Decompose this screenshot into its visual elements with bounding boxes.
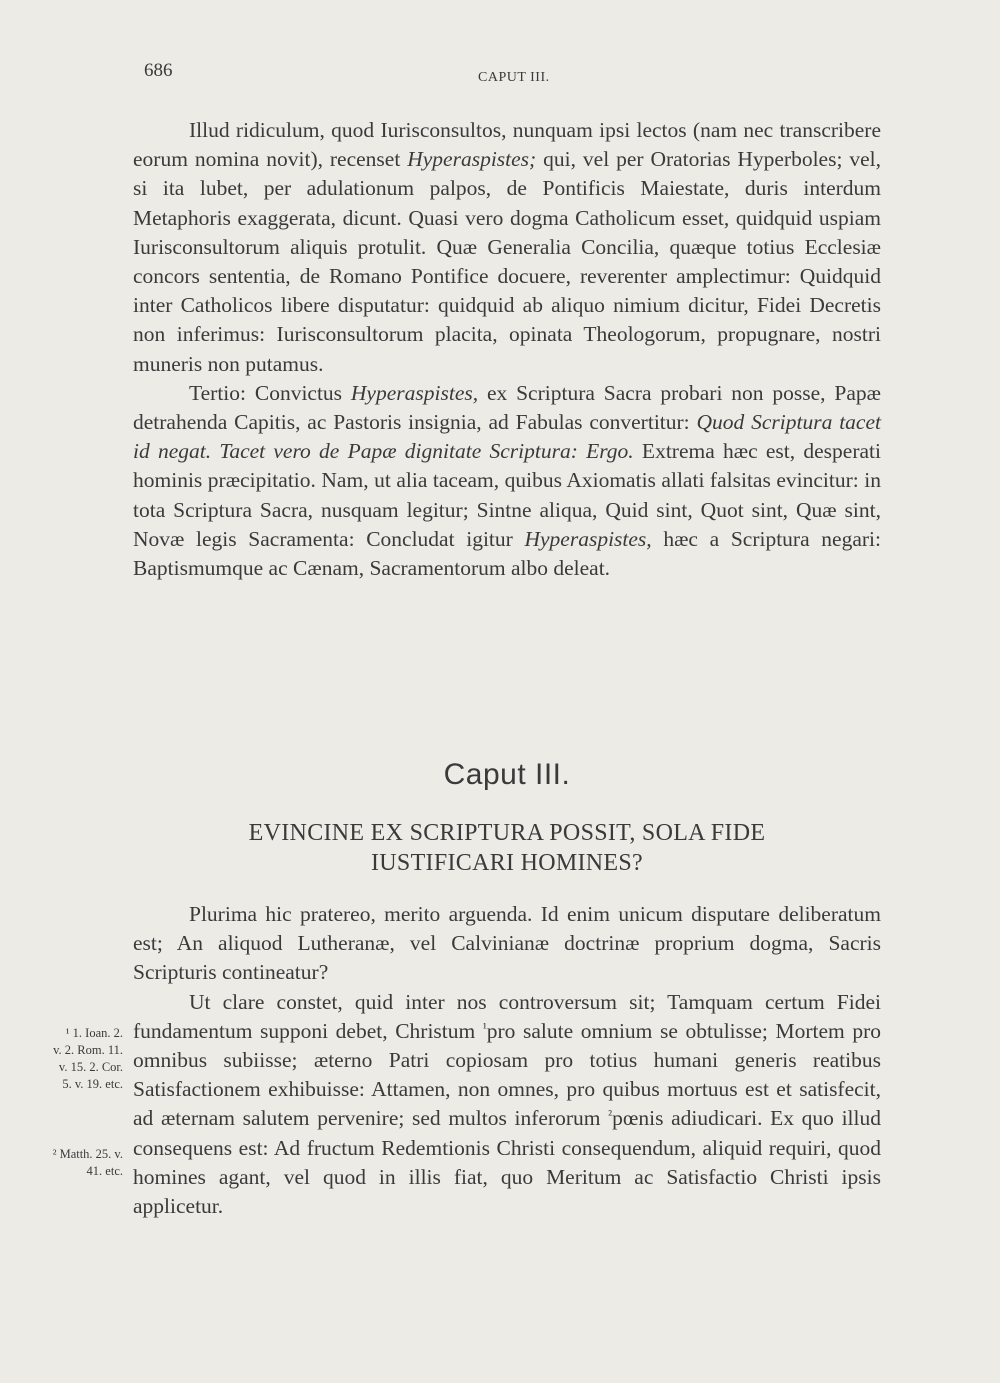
footnote-marker: ² <box>608 1107 613 1123</box>
paragraph <box>133 900 881 988</box>
text-run: qui, vel per Oratorias Hyperboles; vel, si ita lubet, per adulationum palpos, de Pontificis Maiestate, duris interdum Metaphoris exaggerata, dicunt. Quasi vero dogma Catholicum esset, quidquid uspiam Iurisconsultorum aliquis protulit. Quæ Generalia Concilia, quæque totius Ecclesiæ concors sententia, de Romano Pontifice docuere, reverenter amplectimur: Quidquid inter Catholicos libere disputatur: quidquid ab aliquo nimium dicitur, Fidei Decretis non inferimus: Iurisconsultorum placita, opinata Theologorum, propugnare, nostri muneris non putamus. <box>133 147 881 376</box>
marginal-note <box>8 1146 123 1180</box>
chapter-question <box>150 818 864 878</box>
marginal-note-line: v. 2. Rom. 11. <box>53 1043 123 1057</box>
paragraph <box>133 116 881 379</box>
text-run: hæc a Scriptura negari: Baptismumque ac Cænam, Sacramentorum albo deleat. <box>133 526 881 581</box>
text-run: Tertio: Convictus <box>189 380 351 405</box>
italic-run: Hyperaspistes; <box>407 147 537 172</box>
footnote-marker: ¹ <box>482 1019 487 1035</box>
marginal-note-line: 5. v. 19. etc. <box>62 1077 123 1091</box>
marginal-note-line: 41. etc. <box>86 1164 123 1178</box>
paragraph <box>133 988 881 1222</box>
chapter-title <box>0 758 1000 792</box>
marginal-note <box>8 1025 123 1093</box>
text-run: pro salute omnium se obtulisse; Mortem pro omnibus subiisse; æterno Patri copiosam pro totius humani generis reatibus Satisfactionem exhibuisse: Attamen, non omnes, pro quibus mortuus est et satisfecit, ad æternam salutem pervenire; sed multos inferorum <box>133 1018 881 1131</box>
page-number: 686 <box>144 60 173 81</box>
text-block-bottom <box>133 900 881 1221</box>
paragraph <box>133 379 881 583</box>
chapter-title-text: Caput III. <box>443 758 571 791</box>
text-run: pœnis adiudicari. Ex quo illud consequens est: Ad fructum Redemtionis Christi consequendum, aliquid requiri, quod homines agant, vel quod in illis fiat, quo Meritum ac Satisfactio Christi ipsis applicetur. <box>133 1106 881 1219</box>
text-block-top <box>133 116 881 583</box>
question-line: IUSTIFICARI HOMINES? <box>371 850 643 876</box>
text-run: Ut clare constet, quid inter nos controversum sit; Tamquam certum Fidei fundamentum supponi debet, Christum <box>133 989 881 1043</box>
question-line: EVINCINE EX SCRIPTURA POSSIT, SOLA FIDE <box>248 820 766 846</box>
text-run: Plurima hic pratereo, merito arguenda. Id enim unicum disputare deliberatum est; An aliquod Lutheranæ, vel Calvinianæ doctrinæ proprium dogma, Sacris Scripturis contineatur? <box>133 902 881 985</box>
italic-run: Quod Scriptura tacet id negat. Tacet vero de Papæ dignitate Scriptura: Ergo. <box>133 410 881 464</box>
text-run: Illud ridiculum, quod Iurisconsultos, nunquam ipsi lectos (nam nec transcribere eorum nomina novit), recenset <box>133 118 881 172</box>
italic-run: Hyperaspistes, <box>524 526 652 551</box>
marginal-note-line: ¹ 1. Ioan. 2. <box>65 1026 123 1040</box>
marginal-note-line: v. 15. 2. Cor. <box>58 1060 123 1074</box>
italic-run: Hyperaspistes, <box>350 380 479 405</box>
marginal-note-line: ² Matth. 25. v. <box>52 1147 123 1161</box>
text-run: Extrema hæc est, desperati hominis præcipitatio. Nam, ut alia taceam, quibus Axiomatis allati falsitas evincitur: in tota Scriptura Sacra, nusquam legitur; Sintne aliqua, Quid sint, Quot sint, Quæ sint, Novæ legis Sacramenta: Concludat igitur <box>133 439 881 551</box>
running-head: CAPUT III. <box>478 70 550 85</box>
text-run: ex Scriptura Sacra probari non posse, Papæ detrahenda Capitis, ac Pastoris insignia, ad Fabulas convertitur: <box>133 380 881 435</box>
